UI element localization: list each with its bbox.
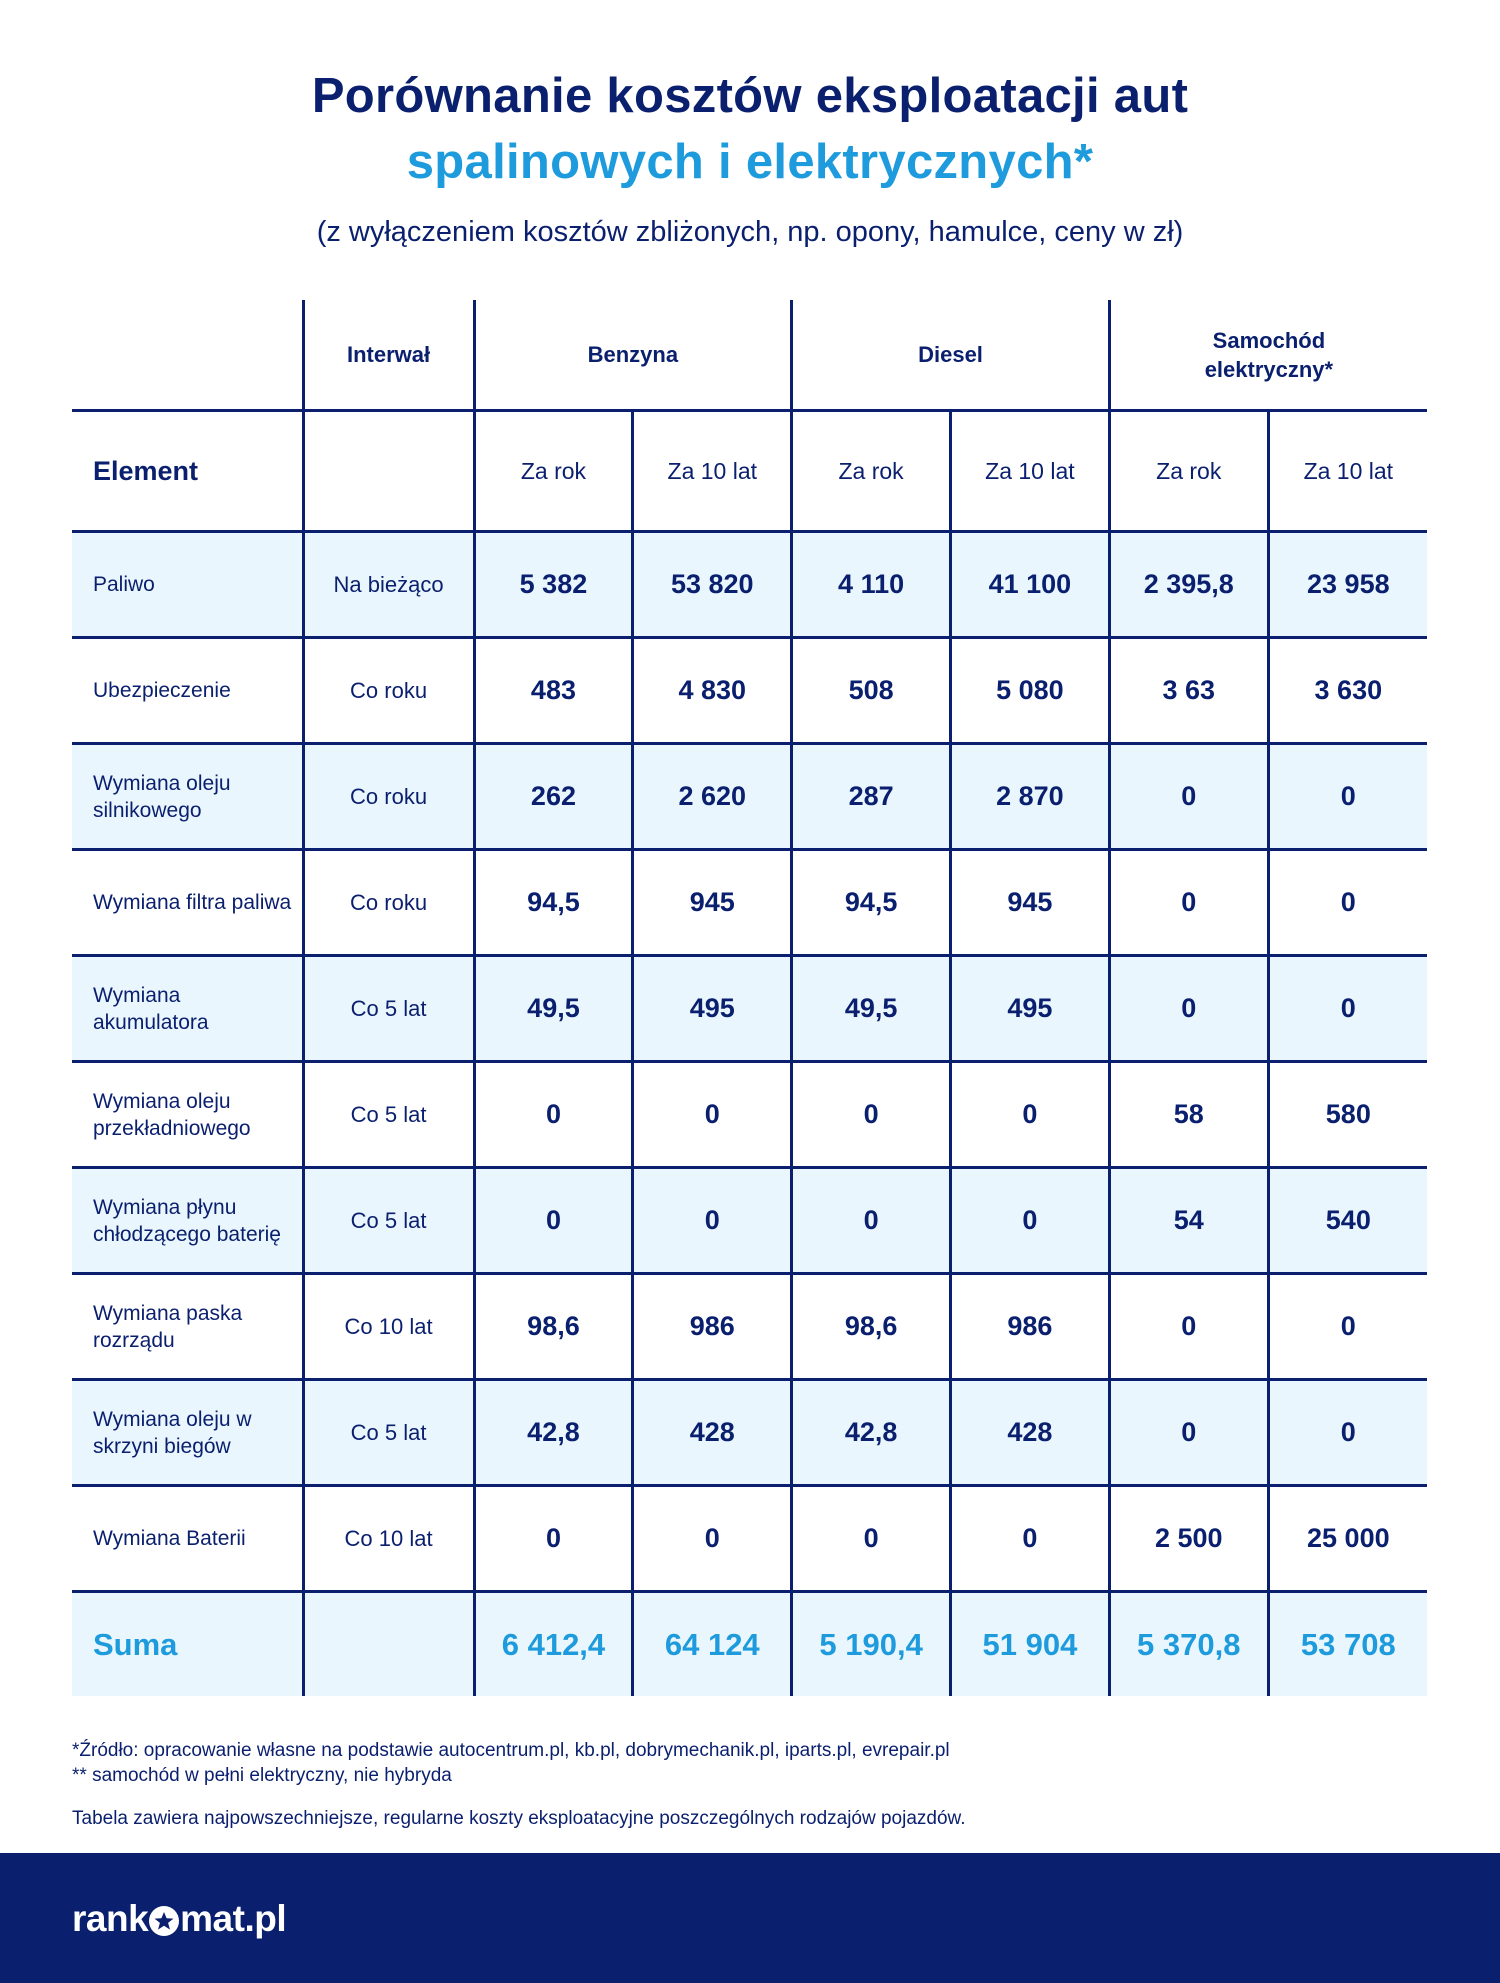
- row-value: 25 000: [1268, 1486, 1427, 1592]
- table-header-row: [72, 300, 1427, 411]
- row-value: 483: [474, 638, 633, 744]
- row-interval: Co roku: [303, 638, 474, 744]
- page-title-line1: Porównanie kosztów eksploatacji aut: [311, 69, 1189, 123]
- row-element: Wymiana filtra paliwa: [72, 850, 303, 956]
- row-value: 58: [1109, 1062, 1268, 1168]
- footnote-electric: ** samochód w pełni elektryczny, nie hybryda: [72, 1765, 452, 1786]
- row-value: 0: [1268, 1274, 1427, 1380]
- header-element: Element: [72, 411, 303, 532]
- table-row: [72, 1274, 1427, 1380]
- subheader-col: Za rok: [1109, 411, 1268, 532]
- row-value: 0: [951, 1486, 1110, 1592]
- row-interval: Co 5 lat: [303, 1168, 474, 1274]
- row-value: 262: [474, 744, 633, 850]
- row-value: 0: [951, 1062, 1110, 1168]
- sum-value: 5 370,8: [1109, 1592, 1268, 1697]
- row-value: 0: [792, 1486, 951, 1592]
- header-diesel: Diesel: [792, 300, 1110, 411]
- row-value: 0: [474, 1168, 633, 1274]
- subheader-col: Za 10 lat: [1268, 411, 1427, 532]
- row-value: 94,5: [474, 850, 633, 956]
- row-value: 3 630: [1268, 638, 1427, 744]
- row-value: 4 110: [792, 532, 951, 638]
- row-element: Paliwo: [72, 532, 303, 638]
- row-value: 5 382: [474, 532, 633, 638]
- header-blank-cell: [72, 300, 303, 411]
- row-value: 0: [474, 1486, 633, 1592]
- table-subheader-row: [72, 411, 1427, 532]
- row-value: 3 63: [1109, 638, 1268, 744]
- row-value: 2 500: [1109, 1486, 1268, 1592]
- sum-value: 64 124: [633, 1592, 792, 1697]
- logo-text-part1: rank: [72, 1898, 149, 1939]
- row-value: 945: [633, 850, 792, 956]
- row-value: 98,6: [792, 1274, 951, 1380]
- table-row: [72, 1062, 1427, 1168]
- sum-label: Suma: [72, 1592, 303, 1697]
- row-value: 5 080: [951, 638, 1110, 744]
- row-interval: Co 5 lat: [303, 1062, 474, 1168]
- header-benzyna: Benzyna: [474, 300, 792, 411]
- rankomat-logo[interactable]: [72, 1898, 286, 1940]
- row-value: 580: [1268, 1062, 1427, 1168]
- sum-interval-blank: [303, 1592, 474, 1697]
- row-interval: Co 10 lat: [303, 1486, 474, 1592]
- row-value: 49,5: [792, 956, 951, 1062]
- table-row: [72, 956, 1427, 1062]
- row-value: 0: [633, 1168, 792, 1274]
- table-row: [72, 1380, 1427, 1486]
- row-value: 41 100: [951, 532, 1110, 638]
- header-interval: Interwał: [303, 300, 474, 411]
- row-value: 4 830: [633, 638, 792, 744]
- cost-comparison-table: [72, 300, 1427, 1696]
- page-subtitle: (z wyłączeniem kosztów zbliżonych, np. opony, hamulce, ceny w zł): [316, 216, 1184, 248]
- row-element: Wymiana oleju przekładniowego: [72, 1062, 303, 1168]
- table-row: [72, 744, 1427, 850]
- sum-value: 51 904: [951, 1592, 1110, 1697]
- row-interval: Co 10 lat: [303, 1274, 474, 1380]
- header-electric: [1109, 300, 1427, 411]
- table-row: [72, 532, 1427, 638]
- row-value: 0: [1109, 744, 1268, 850]
- row-value: 945: [951, 850, 1110, 956]
- row-value: 287: [792, 744, 951, 850]
- row-interval: Co roku: [303, 744, 474, 850]
- row-value: 0: [1109, 850, 1268, 956]
- row-value: 0: [474, 1062, 633, 1168]
- row-element: Wymiana akumulatora: [72, 956, 303, 1062]
- sum-row: [72, 1592, 1427, 1697]
- header-electric-label: Samochód elektryczny*: [1204, 327, 1334, 382]
- row-interval: Co 5 lat: [303, 1380, 474, 1486]
- row-value: 0: [951, 1168, 1110, 1274]
- logo-text-part2: mat.pl: [180, 1898, 287, 1939]
- row-element: Wymiana oleju w skrzyni biegów: [72, 1380, 303, 1486]
- row-element: Ubezpieczenie: [72, 638, 303, 744]
- row-value: 0: [1268, 956, 1427, 1062]
- table-row: [72, 1168, 1427, 1274]
- row-element: Wymiana paska rozrządu: [72, 1274, 303, 1380]
- row-interval: Na bieżąco: [303, 532, 474, 638]
- row-value: 0: [1109, 1274, 1268, 1380]
- footnotes: [72, 1738, 950, 1788]
- sum-value: 6 412,4: [474, 1592, 633, 1697]
- table-row: [72, 850, 1427, 956]
- row-value: 540: [1268, 1168, 1427, 1274]
- subheader-col: Za 10 lat: [951, 411, 1110, 532]
- row-value: 495: [633, 956, 792, 1062]
- footnote-source: *Źródło: opracowanie własne na podstawie autocentrum.pl, kb.pl, dobrymechanik.pl, iparts.pl, evrepair.pl: [72, 1740, 950, 1761]
- row-value: 0: [633, 1486, 792, 1592]
- row-interval: Co roku: [303, 850, 474, 956]
- star-icon: [149, 1906, 179, 1936]
- subheader-col: Za rok: [792, 411, 951, 532]
- row-element: Wymiana płynu chłodzącego baterię: [72, 1168, 303, 1274]
- row-value: 42,8: [474, 1380, 633, 1486]
- table-row: [72, 1486, 1427, 1592]
- sum-value: 5 190,4: [792, 1592, 951, 1697]
- row-value: 0: [1109, 1380, 1268, 1486]
- row-element: Wymiana oleju silnikowego: [72, 744, 303, 850]
- row-value: 0: [633, 1062, 792, 1168]
- row-value: 42,8: [792, 1380, 951, 1486]
- row-value: 428: [633, 1380, 792, 1486]
- row-value: 23 958: [1268, 532, 1427, 638]
- row-value: 0: [792, 1062, 951, 1168]
- row-value: 94,5: [792, 850, 951, 956]
- row-value: 49,5: [474, 956, 633, 1062]
- row-value: 2 620: [633, 744, 792, 850]
- row-value: 0: [1268, 1380, 1427, 1486]
- row-value: 495: [951, 956, 1110, 1062]
- page-title-line2: spalinowych i elektrycznych*: [406, 135, 1094, 189]
- row-value: 508: [792, 638, 951, 744]
- row-value: 0: [1268, 744, 1427, 850]
- subheader-blank: [303, 411, 474, 532]
- row-value: 0: [1268, 850, 1427, 956]
- row-value: 0: [1109, 956, 1268, 1062]
- row-element: Wymiana Baterii: [72, 1486, 303, 1592]
- row-value: 2 395,8: [1109, 532, 1268, 638]
- sum-value: 53 708: [1268, 1592, 1427, 1697]
- subheader-col: Za 10 lat: [633, 411, 792, 532]
- row-value: 54: [1109, 1168, 1268, 1274]
- row-value: 98,6: [474, 1274, 633, 1380]
- row-value: 986: [951, 1274, 1110, 1380]
- row-value: 2 870: [951, 744, 1110, 850]
- row-value: 0: [792, 1168, 951, 1274]
- footnote-table-note: Tabela zawiera najpowszechniejsze, regularne koszty eksploatacyjne poszczególnych rodzajów pojazdów.: [72, 1808, 966, 1829]
- row-value: 986: [633, 1274, 792, 1380]
- table-row: [72, 638, 1427, 744]
- subheader-col: Za rok: [474, 411, 633, 532]
- row-value: 53 820: [633, 532, 792, 638]
- row-value: 428: [951, 1380, 1110, 1486]
- row-interval: Co 5 lat: [303, 956, 474, 1062]
